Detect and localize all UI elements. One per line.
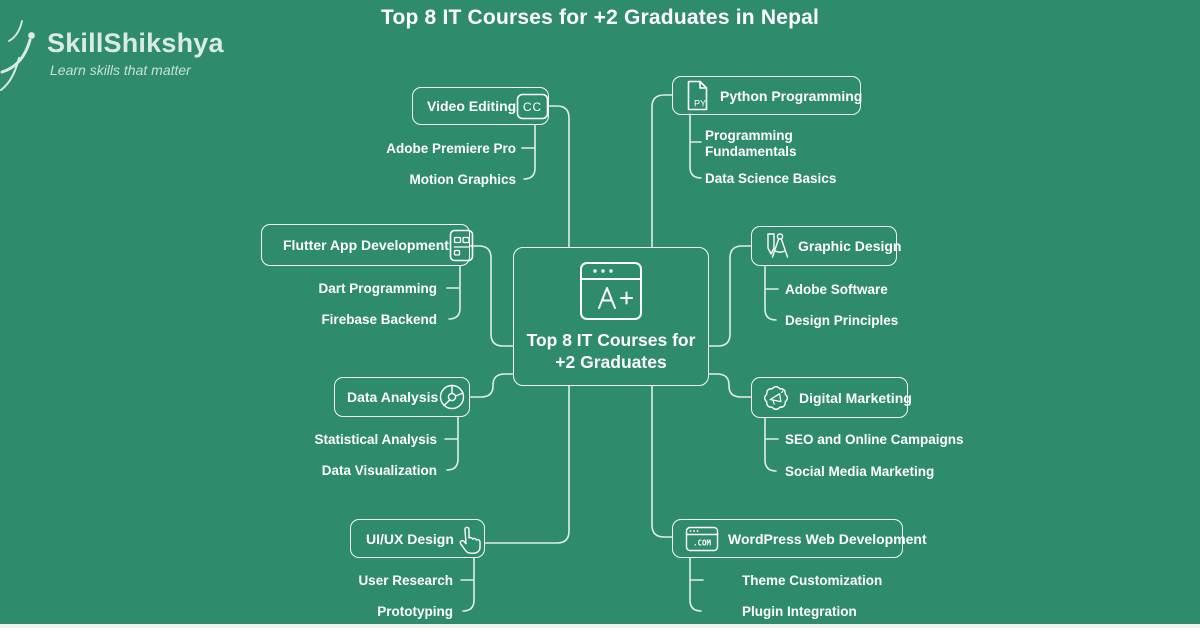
branch-label: Flutter App Development (283, 237, 449, 253)
connector-uiux-design (485, 386, 569, 543)
connector-digital-marketing (709, 374, 751, 397)
central-node (513, 247, 709, 386)
subtopic-statistical-analysis: Statistical Analysis (314, 432, 437, 447)
pie-chart-icon (438, 383, 466, 411)
bottom-edge-strip (0, 624, 1200, 628)
brand-name: SkillShikshya (47, 28, 224, 58)
connector-data-analysis (470, 374, 513, 397)
subtopic-programming-fundamentals: Programming Fundamentals (705, 128, 797, 159)
connector-uiux-children (461, 558, 474, 611)
com-icon-text: .COM (692, 538, 712, 547)
browser-com-icon (685, 526, 719, 552)
connector-flutter-children (447, 266, 460, 319)
connector-flutter-app-development (470, 246, 513, 346)
subtopic-adobe-software: Adobe Software (785, 282, 888, 297)
connector-video-editing-children (522, 125, 535, 179)
branch-label: Digital Marketing (799, 389, 912, 406)
smartphone-icon (449, 229, 474, 262)
branch-label: Data Analysis (347, 389, 439, 405)
connector-digital-children (765, 418, 778, 471)
subtopic-adobe-premiere-pro: Adobe Premiere Pro (386, 141, 516, 156)
connector-data-children (445, 417, 458, 470)
branch-label: WordPress Web Development (728, 530, 927, 547)
branch-node-video-editing (412, 87, 549, 125)
branch-node-data-analysis (334, 377, 470, 417)
central-title-line1: Top 8 IT Courses for (526, 330, 696, 350)
connector-graphic-children (765, 266, 778, 320)
connector-python-children (690, 114, 701, 178)
subtopic-plugin-integration: Plugin Integration (742, 604, 857, 619)
subtopic-user-research: User Research (358, 573, 453, 588)
branch-node-python-programming (672, 76, 861, 115)
subtopic-social-media-marketing: Social Media Marketing (785, 464, 935, 479)
subtopic-data-science-basics: Data Science Basics (705, 171, 837, 186)
drafting-tools-icon (763, 231, 789, 261)
python-file-icon (686, 80, 709, 111)
subtopic-theme-customization: Theme Customization (742, 573, 883, 588)
branch-label: UI/UX Design (366, 530, 454, 547)
gear-megaphone-icon (761, 383, 791, 413)
subtopic-prototyping: Prototyping (377, 604, 453, 619)
cc-icon-text: CC (523, 99, 543, 114)
closed-captions-icon (516, 93, 549, 120)
central-node-title (527, 329, 696, 373)
py-icon-text: PY (693, 98, 707, 109)
subtopic-motion-graphics: Motion Graphics (409, 172, 516, 187)
pointer-hand-icon (454, 524, 482, 554)
connector-wordpress (652, 386, 672, 537)
branch-node-digital-marketing (751, 377, 912, 418)
connector-python-programming (652, 95, 672, 247)
brand-tagline: Learn skills that matter (50, 62, 191, 78)
subtopic-design-principles: Design Principles (785, 313, 899, 328)
branch-label: Graphic Design (798, 238, 902, 254)
subtopic-seo-and-online-campaigns: SEO and Online Campaigns (785, 432, 964, 447)
branch-node-uiux-design (350, 519, 485, 558)
branch-label: Video Editing (427, 98, 517, 114)
subtopic-dart-programming: Dart Programming (318, 281, 437, 296)
central-title-line2: +2 Graduates (555, 352, 667, 372)
connector-graphic-design (709, 246, 751, 346)
dancer-figure-icon (0, 20, 44, 110)
connector-video-editing (548, 106, 569, 247)
subtopic-firebase-backend: Firebase Backend (321, 312, 437, 327)
page-title: Top 8 IT Courses for +2 Graduates in Nepal (380, 6, 820, 29)
branch-node-wordpress-web-development (672, 519, 927, 558)
connector-wordpress-children (690, 558, 703, 611)
branch-node-graphic-design (751, 226, 902, 266)
subtopic-data-visualization: Data Visualization (321, 463, 437, 478)
branch-node-flutter-app-development (261, 224, 470, 266)
branch-label: Python Programming (720, 87, 863, 104)
browser-a-plus-icon (579, 261, 643, 321)
